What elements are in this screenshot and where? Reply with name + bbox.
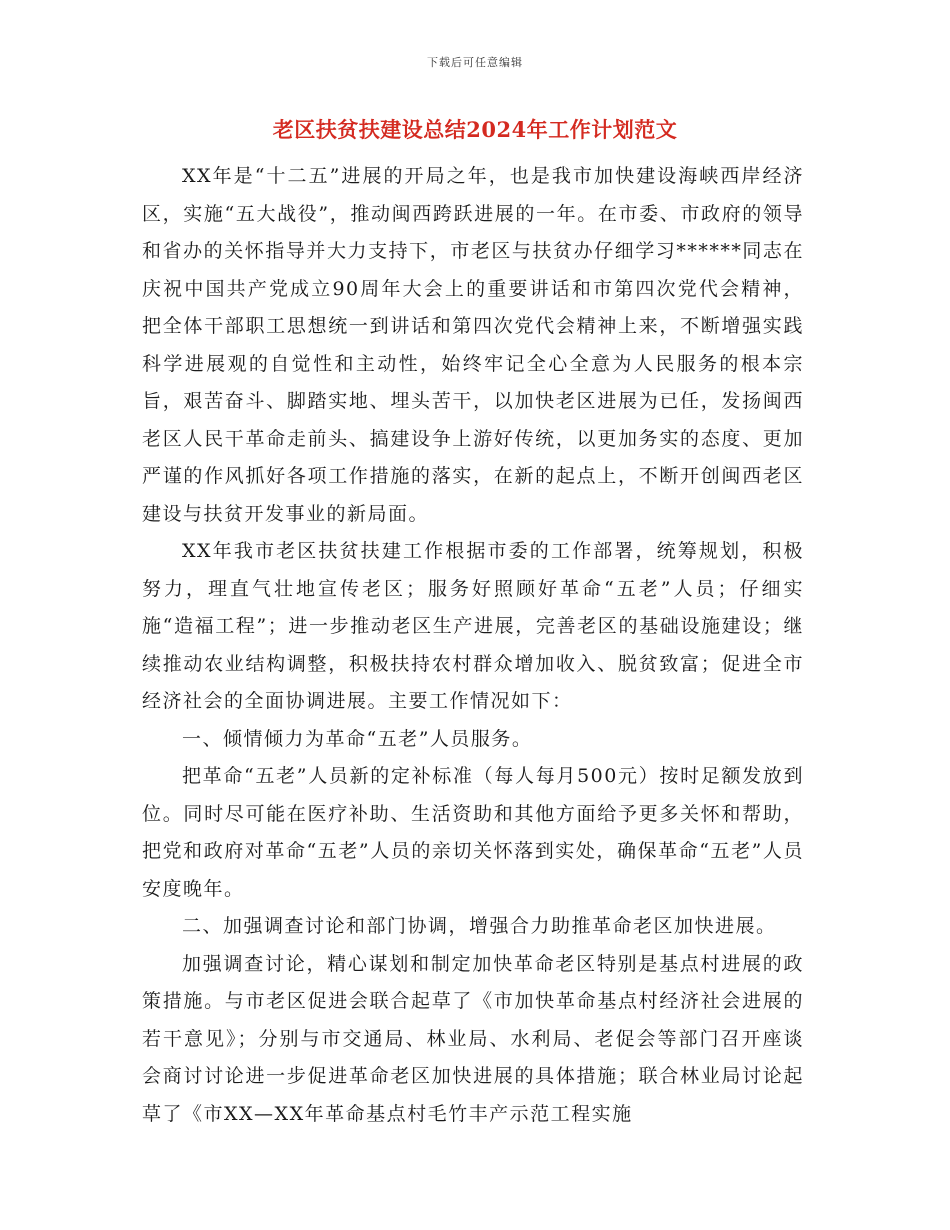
paragraph-overview: XX年我市老区扶贫扶建工作根据市委的工作部署，统筹规划，积极努力，理直气壮地宣传老区；服务好照顾好革命“五老”人员；仔细实施“造福工程”；进一步推动老区生产进展，完善老区的基础设施建设；继续推动农业结构调整，积极扶持农村群众增加收入、脱贫致富；促进全市经济社会的全面协调进展。主要工作情况如下：	[142, 540, 804, 712]
section-heading-1: 一、倾情倾力为革命“五老”人员服务。	[182, 727, 533, 750]
paragraph-section-1: 把革命“五老”人员新的定补标准（每人每月500元）按时足额发放到位。同时尽可能在医疗补助、生活资助和其他方面给予更多关怀和帮助，把党和政府对革命“五老”人员的亲切关怀落到实处，确保革命“五老”人员安度晚年。	[142, 765, 804, 900]
paragraph-intro: XX年是“十二五”进展的开局之年，也是我市加快建设海峡西岸经济区，实施“五大战役”，推动闽西跨跃进展的一年。在市委、市政府的领导和省办的关怀指导并大力支持下，市老区与扶贫办仔细学习******同志在庆祝中国共产党成立90周年大会上的重要讲话和市第四次党代会精神，把全体干部职工思想统一到讲话和第四次党代会精神上来，不断增强实践科学进展观的自觉性和主动性，始终牢记全心全意为人民服务的根本宗旨，艰苦奋斗、脚踏实地、埋头苦干，以加快老区进展为已任，发扬闽西老区人民干革命走前头、搞建设争上游好传统，以更加务实的态度、更加严谨的作风抓好各项工作措施的落实，在新的起点上，不断开创闽西老区建设与扶贫开发事业的新局面。	[142, 165, 804, 525]
page-header-note: 下载后可任意编辑	[427, 56, 523, 69]
document-title: 老区扶贫扶建设总结2024年工作计划范文	[272, 117, 678, 142]
document-body	[142, 158, 804, 1133]
paragraph-section-2: 加强调查讨论，精心谋划和制定加快革命老区特别是基点村进展的政策措施。与市老区促进会联合起草了《市加快革命基点村经济社会进展的若干意见》；分别与市交通局、林业局、水利局、老促会等部门召开座谈会商讨讨论进一步促进革命老区加快进展的具体措施；联合林业局讨论起草了《市XX—XX年革命基点村毛竹丰产示范工程实施	[142, 952, 804, 1125]
section-heading-2: 二、加强调查讨论和部门协调，增强合力助推革命老区加快进展。	[182, 915, 777, 937]
